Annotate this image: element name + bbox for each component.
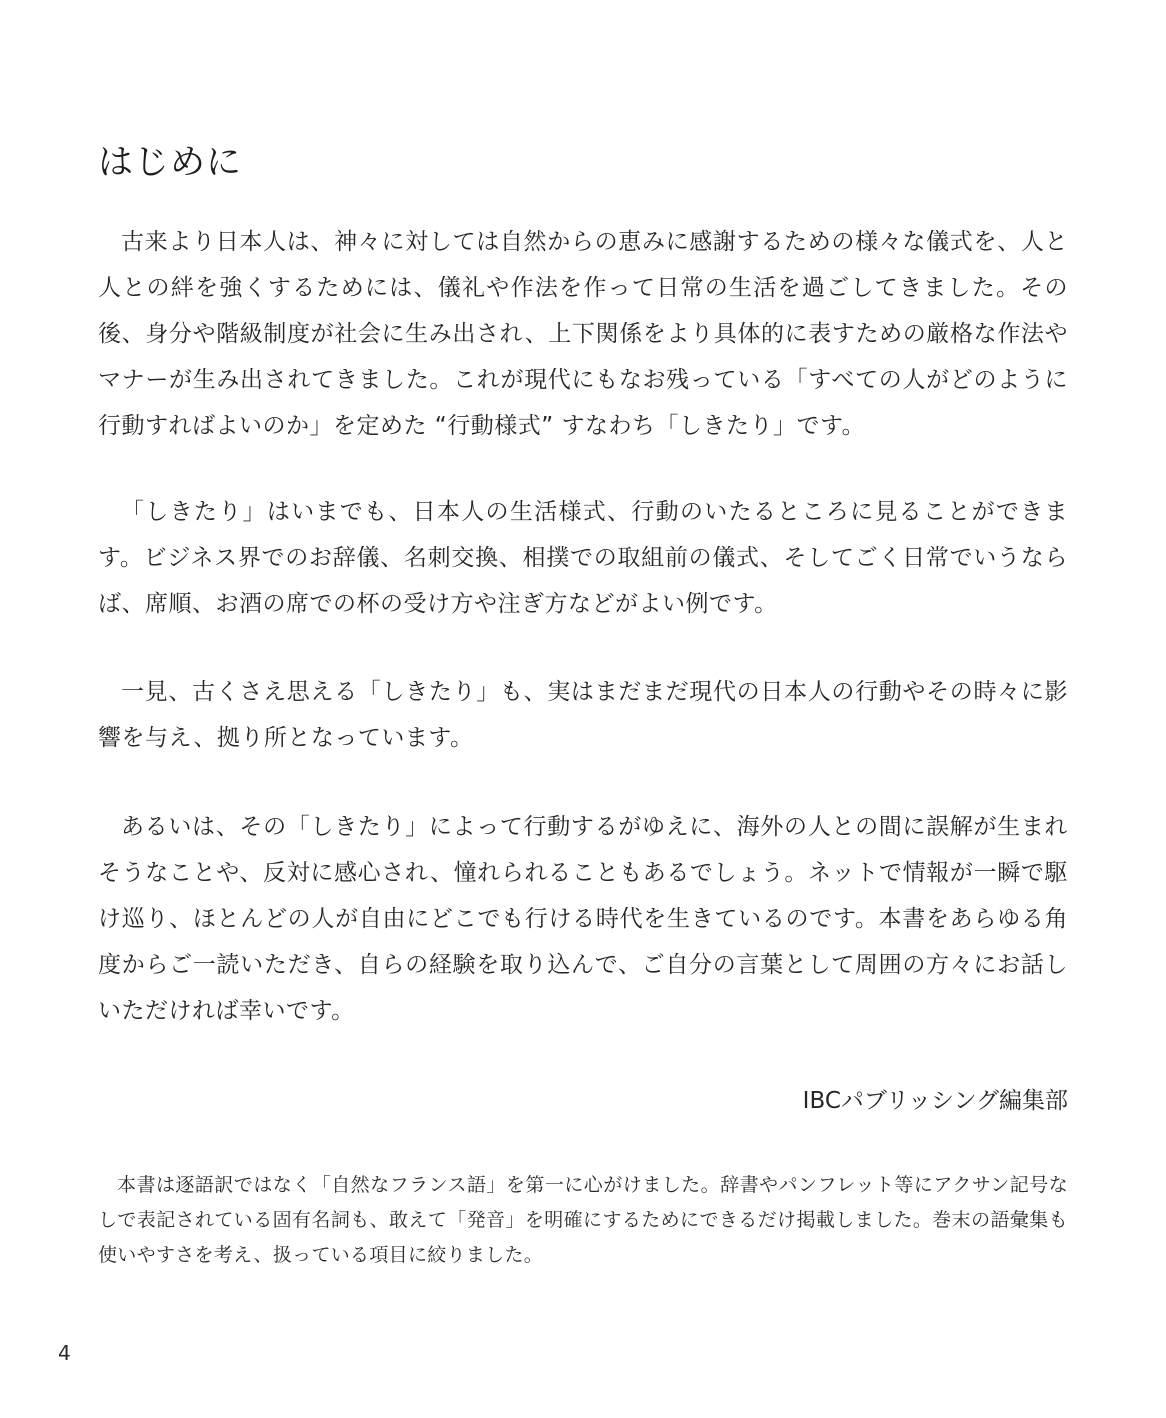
paragraph-3 [98, 669, 1068, 761]
page-title: はじめに [98, 143, 243, 183]
paragraph-1 [98, 219, 1068, 449]
paragraph-text: 「しきたり」はいまでも、日本人の生活様式、行動のいたるところに見ることができます。ビジネス界でのお辞儀、名刺交換、相撲での取組前の儀式、そしてごく日常でいうならば、席順、お酒の席での杯の受け方や注ぎ方などがよい例です。 [98, 499, 1068, 617]
paragraph-2 [98, 489, 1068, 627]
editorial-signature: IBCパブリッシング編集部 [802, 1088, 1068, 1114]
page-number: 4 [58, 1341, 71, 1365]
translation-note: 本書は逐語訳ではなく「自然なフランス語」を第一に心がけました。辞書やパンフレット等にアクサン記号なしで表記されている固有名詞も、敢えて「発音」を明確にするためにできるだけ掲載しました。巻末の語彙集も使いやすさを考え、扱っている項目に絞りました。 [98, 1174, 1068, 1266]
paragraph-text: 一見、古くさえ思える「しきたり」も、実はまだまだ現代の日本人の行動やその時々に影響を与え、拠り所となっています。 [98, 679, 1068, 751]
paragraph-text: あるいは、その「しきたり」によって行動するがゆえに、海外の人との間に誤解が生まれそうなことや、反対に感心され、憧れられることもあるでしょう。ネットで情報が一瞬で駆け巡り、ほとんどの人が自由にどこでも行ける時代を生きているのです。本書をあらゆる角度からご一読いただき、自らの経験を取り込んで、ご自分の言葉として周囲の方々にお話しいただければ幸いです。 [98, 814, 1068, 1024]
paragraph-text: 古来より日本人は、神々に対しては自然からの恵みに感謝するための様々な儀式を、人と人との絆を強くするためには、儀礼や作法を作って日常の生活を過ごしてきました。その後、身分や階級制度が社会に生み出され、上下関係をより具体的に表すための厳格な作法やマナーが生み出されてきました。これが現代にもなお残っている「すべての人がどのように行動すればよいのか」を定めた “行動様式” すなわち「しきたり」です。 [98, 229, 1069, 439]
paragraph-4 [98, 804, 1068, 1034]
